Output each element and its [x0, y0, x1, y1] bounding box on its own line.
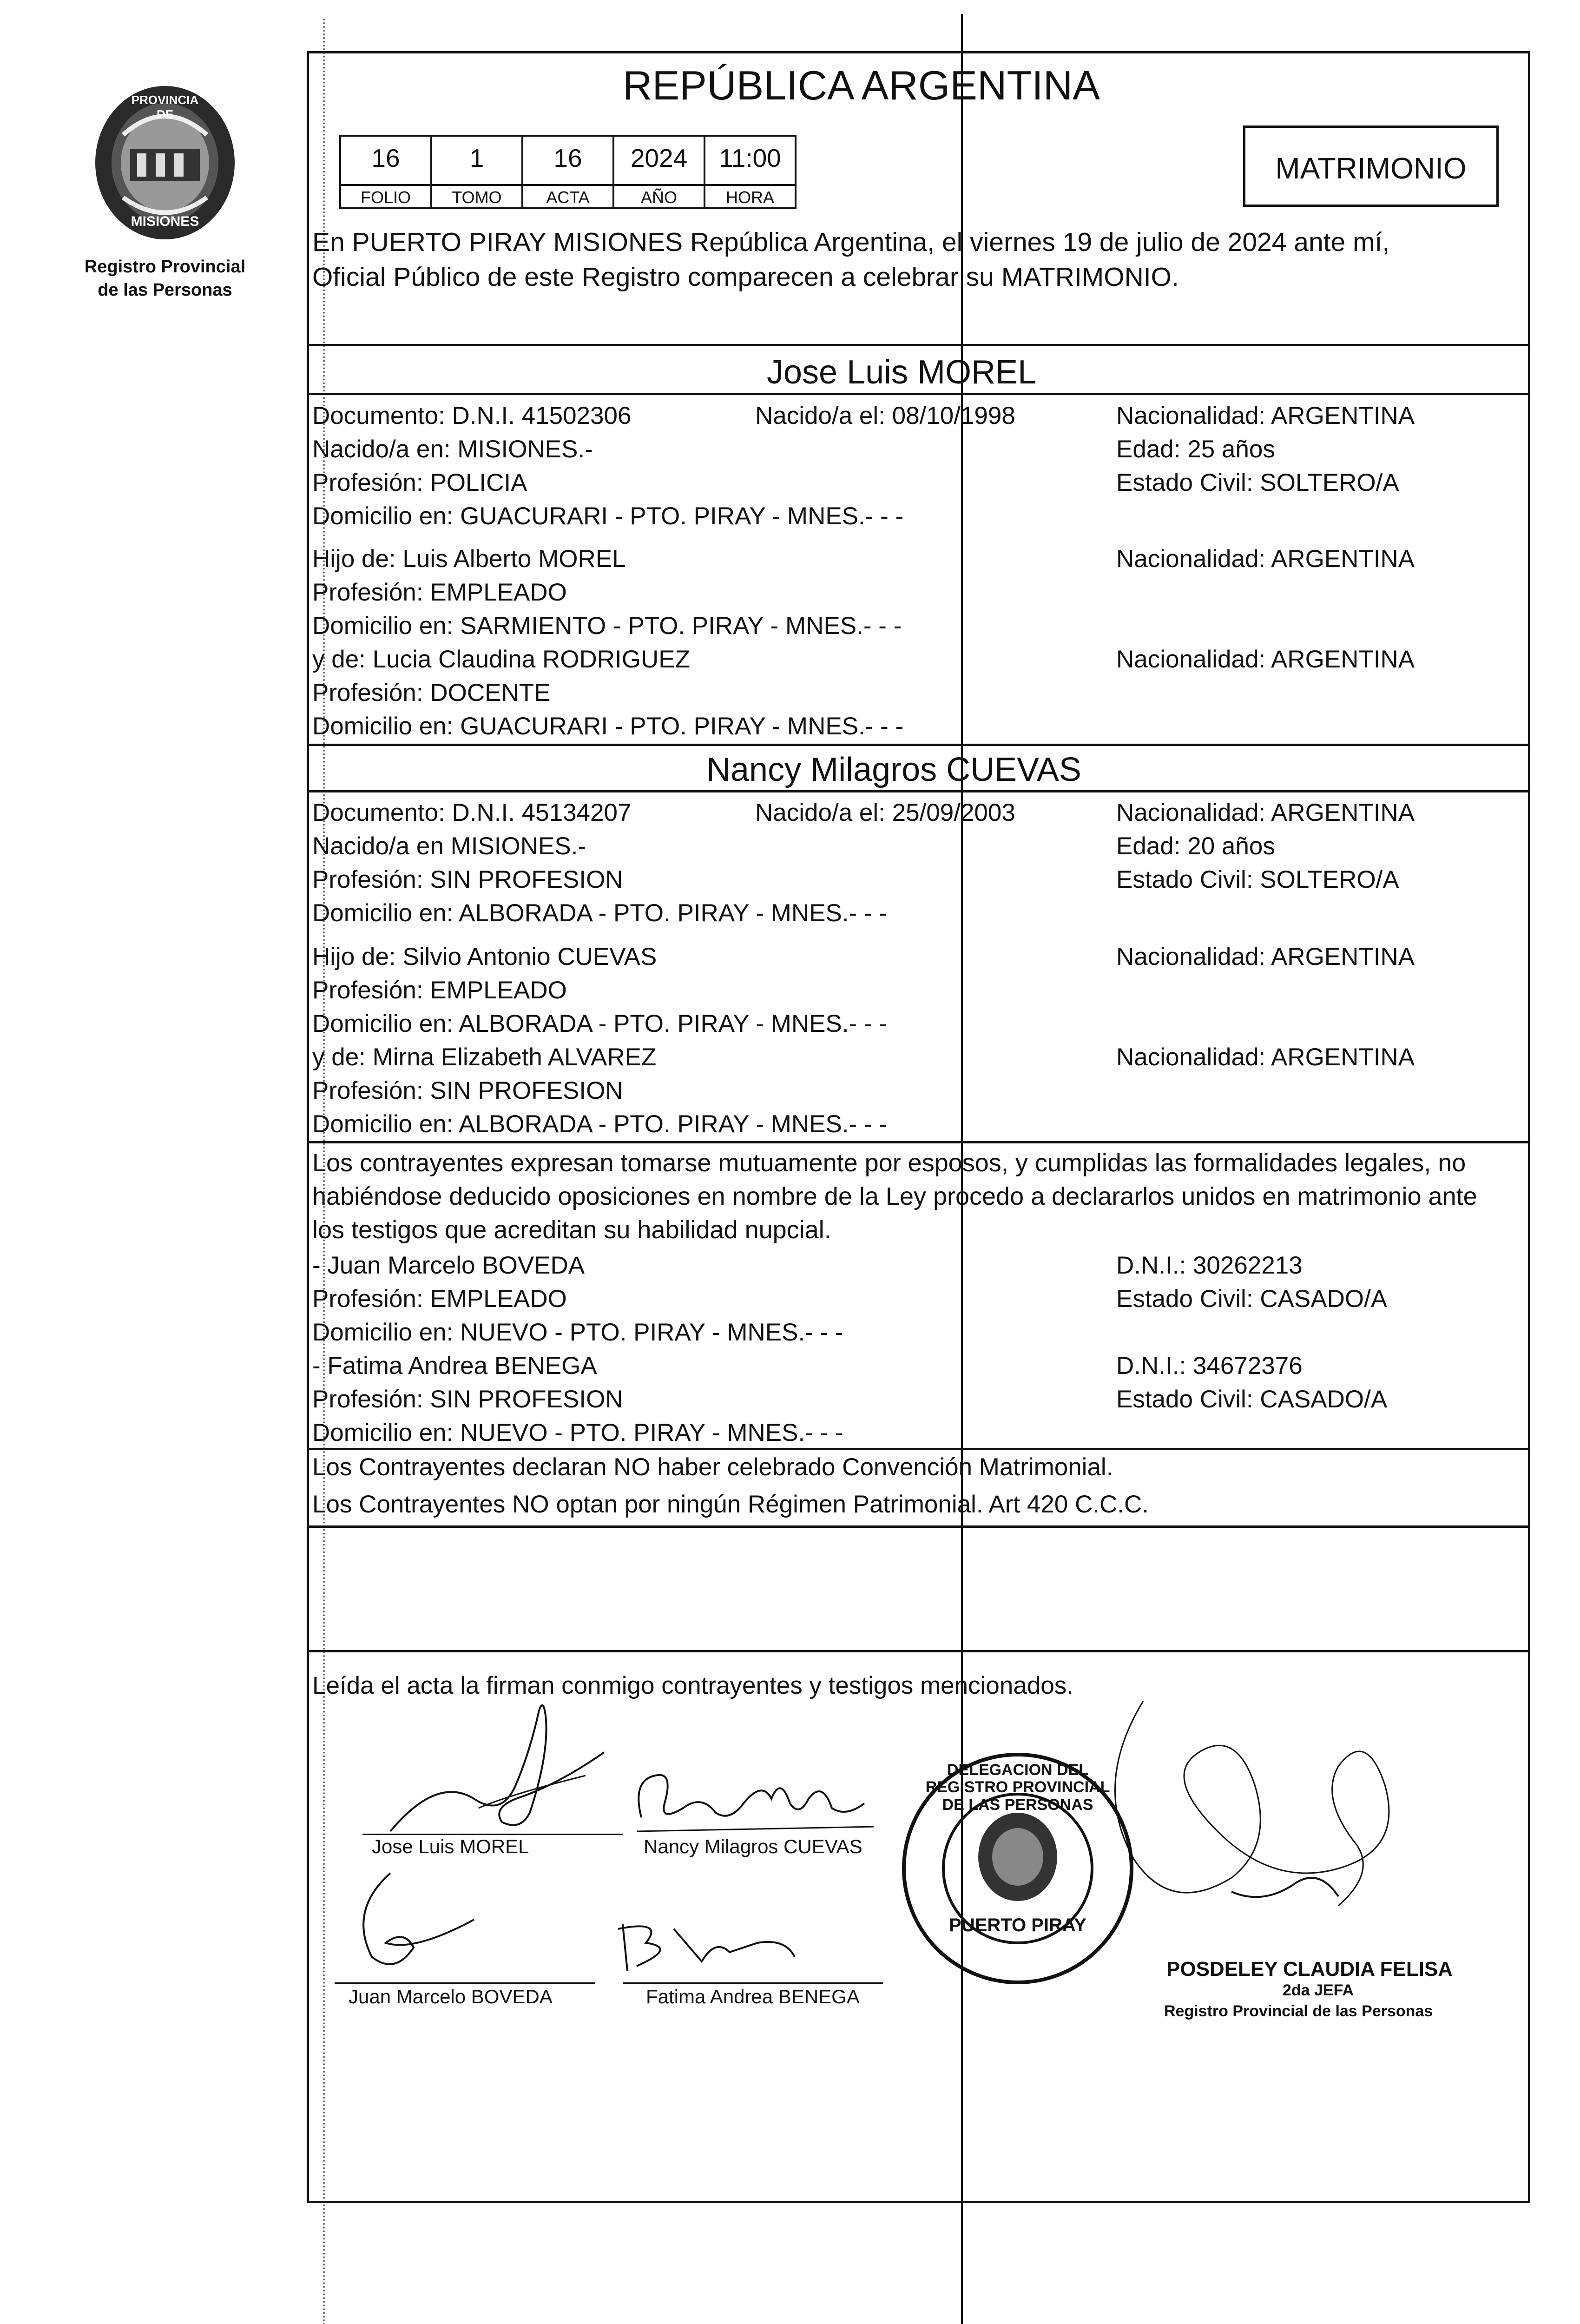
- rule: [307, 1650, 1529, 1652]
- document-title: REPÚBLICA ARGENTINA: [623, 62, 1100, 108]
- witness2-domicilio: Domicilio en: NUEVO - PTO. PIRAY - MNES.- - -: [312, 1419, 843, 1446]
- signatures-intro: Leída el acta la firman conmigo contrayentes y testigos mencionados.: [312, 1672, 1074, 1699]
- spouse1-edad: Edad: 25 años: [1116, 436, 1275, 463]
- hora-box: [704, 135, 797, 186]
- tomo-value: 1: [469, 144, 484, 172]
- tomo-box: [430, 135, 523, 186]
- signature-line: [335, 1982, 595, 1984]
- official-name: POSDELEY CLAUDIA FELISA: [1166, 1958, 1453, 1981]
- rule: [307, 1141, 1529, 1143]
- witness1-estado-civil: Estado Civil: CASADO/A: [1116, 1285, 1388, 1313]
- folio-value: 16: [371, 144, 400, 172]
- intro-line2: Oficial Público de este Registro comparecen a celebrar su MATRIMONIO.: [312, 262, 1179, 292]
- rule: [307, 393, 1529, 395]
- signature-line: [362, 1834, 623, 1835]
- stamp-center-text: PUERTO PIRAY: [949, 1915, 1086, 1935]
- rule: [307, 1525, 1529, 1528]
- witness2-profesion: Profesión: SIN PROFESION: [312, 1386, 623, 1413]
- signature-label-spouse2: Nancy Milagros CUEVAS: [644, 1835, 862, 1857]
- signature-label-witness2: Fatima Andrea BENEGA: [646, 1986, 860, 2007]
- spouse1-father-domicilio: Domicilio en: SARMIENTO - PTO. PIRAY - MNES.- - -: [312, 612, 902, 640]
- anio-value: 2024: [630, 144, 688, 172]
- spouse2-nacionalidad: Nacionalidad: ARGENTINA: [1116, 799, 1415, 826]
- spouse2-nacido-el: Nacido/a el: 25/09/2003: [755, 799, 1015, 826]
- spouse1-domicilio: Domicilio en: GUACURARI - PTO. PIRAY - MNES.- - -: [312, 502, 904, 530]
- signature-nancy-milagros-cuevas: [623, 1762, 883, 1836]
- spouse2-profesion: Profesión: SIN PROFESION: [312, 866, 623, 893]
- signature-label-witness1: Juan Marcelo BOVEDA: [349, 1986, 553, 2007]
- folio-box: [339, 135, 432, 186]
- logo-caption-line2: de las Personas: [98, 280, 232, 300]
- spouse1-estado-civil: Estado Civil: SOLTERO/A: [1116, 469, 1399, 496]
- spouse1-mother-profesion: Profesión: DOCENTE: [312, 679, 551, 706]
- declaration-line1: Los contrayentes expresan tomarse mutuamente por esposos, y cumplidas las formalidades legales, no: [312, 1149, 1466, 1177]
- signature-label-spouse1: Jose Luis MOREL: [372, 1835, 529, 1857]
- spouse2-domicilio: Domicilio en: ALBORADA - PTO. PIRAY - MNES.- - -: [312, 899, 887, 927]
- regime-line1: Los Contrayentes declaran NO haber celebrado Convención Matrimonial.: [312, 1453, 1113, 1481]
- witness2-estado-civil: Estado Civil: CASADO/A: [1116, 1386, 1388, 1413]
- spouse1-father: Hijo de: Luis Alberto MOREL: [312, 545, 626, 573]
- signature-jose-luis-morel: [362, 1692, 623, 1845]
- signature-juan-marcelo-boveda: [321, 1864, 534, 1985]
- official-office: Registro Provincial de las Personas: [1164, 2002, 1433, 2020]
- spouse1-name: Jose Luis MOREL: [767, 354, 1037, 391]
- intro-line1: En PUERTO PIRAY MISIONES República Argentina, el viernes 19 de julio de 2024 ante mí,: [312, 227, 1390, 257]
- witness1-domicilio: Domicilio en: NUEVO - PTO. PIRAY - MNES.- - -: [312, 1319, 843, 1346]
- spouse2-father-nacionalidad: Nacionalidad: ARGENTINA: [1116, 943, 1415, 971]
- spouse2-father: Hijo de: Silvio Antonio CUEVAS: [312, 943, 657, 971]
- stamp-ring-text: DELEGACION DEL REGISTRO PROVINCIAL DE LAS PERSONAS: [925, 1761, 1110, 1814]
- witness1-dni: D.N.I.: 30262213: [1116, 1252, 1303, 1279]
- anio-box: [612, 135, 705, 186]
- tomo-label: TOMO: [430, 184, 523, 209]
- frame-bottom-border: [307, 2201, 1530, 2203]
- spouse2-mother-profesion: Profesión: SIN PROFESION: [312, 1077, 623, 1104]
- spouse1-mother: y de: Lucia Claudina RODRIGUEZ: [312, 646, 690, 673]
- spouse1-mother-nacionalidad: Nacionalidad: ARGENTINA: [1116, 646, 1415, 673]
- frame-left-border: [307, 51, 309, 2203]
- witness2-name: - Fatima Andrea BENEGA: [312, 1352, 597, 1380]
- spouse1-father-nacionalidad: Nacionalidad: ARGENTINA: [1116, 545, 1415, 573]
- spouse2-documento: Documento: D.N.I. 45134207: [312, 799, 632, 826]
- witness2-dni: D.N.I.: 34672376: [1116, 1352, 1303, 1380]
- acta-box: [521, 135, 614, 186]
- signature-line: [623, 1982, 883, 1984]
- logo-caption-line1: Registro Provincial: [84, 257, 246, 277]
- seal-bottom-text: MISIONES: [131, 214, 199, 229]
- folio-label: FOLIO: [339, 184, 432, 209]
- witness1-name: - Juan Marcelo BOVEDA: [312, 1252, 585, 1279]
- spouse2-father-domicilio: Domicilio en: ALBORADA - PTO. PIRAY - MNES.- - -: [312, 1010, 887, 1037]
- acta-value: 16: [553, 144, 582, 172]
- spouse2-estado-civil: Estado Civil: SOLTERO/A: [1116, 866, 1399, 893]
- spouse1-profesion: Profesión: POLICIA: [312, 469, 527, 496]
- hora-label: HORA: [704, 184, 797, 209]
- spouse1-nacionalidad: Nacionalidad: ARGENTINA: [1116, 402, 1415, 429]
- spouse1-nacido-en: Nacido/a en: MISIONES.-: [312, 436, 593, 463]
- acta-label: ACTA: [521, 184, 614, 209]
- spouse2-father-profesion: Profesión: EMPLEADO: [312, 977, 567, 1004]
- spouse2-name: Nancy Milagros CUEVAS: [706, 751, 1081, 788]
- spouse1-nacido-el: Nacido/a el: 08/10/1998: [755, 402, 1015, 429]
- spouse2-edad: Edad: 20 años: [1116, 832, 1275, 860]
- seal-top-text: PROVINCIA DE: [131, 93, 199, 121]
- spouse2-nacido-en: Nacido/a en MISIONES.-: [312, 832, 586, 860]
- regime-line2: Los Contrayentes NO optan por ningún Régimen Patrimonial. Art 420 C.C.C.: [312, 1491, 1149, 1518]
- frame-top-border: [307, 51, 1529, 53]
- frame-right-border: [1528, 51, 1530, 2203]
- signature-fatima-andrea-benega: [609, 1910, 804, 1985]
- rule: [307, 1448, 1529, 1450]
- rule: [307, 344, 1529, 346]
- spouse2-mother: y de: Mirna Elizabeth ALVAREZ: [312, 1043, 657, 1071]
- act-type-box: [1243, 125, 1499, 207]
- province-logo: [86, 79, 244, 246]
- declaration-line3: los testigos que acreditan su habilidad nupcial.: [312, 1216, 831, 1244]
- declaration-line2: habiéndose deducido oposiciones en nombre de la Ley procedo a declararlos unidos en matrimonio ante: [312, 1182, 1477, 1210]
- rule: [307, 744, 1529, 746]
- anio-label: AÑO: [612, 184, 705, 209]
- spouse2-mother-domicilio: Domicilio en: ALBORADA - PTO. PIRAY - MNES.- - -: [312, 1110, 887, 1138]
- spouse1-mother-domicilio: Domicilio en: GUACURARI - PTO. PIRAY - MNES.- - -: [312, 713, 904, 740]
- spouse2-mother-nacionalidad: Nacionalidad: ARGENTINA: [1116, 1043, 1415, 1071]
- official-title: 2da JEFA: [1283, 1981, 1354, 1999]
- act-type-label: MATRIMONIO: [1275, 152, 1467, 185]
- spouse1-documento: Documento: D.N.I. 41502306: [312, 402, 632, 429]
- signature-official: [1078, 1692, 1431, 1980]
- hora-value: 11:00: [719, 144, 781, 172]
- spouse1-father-profesion: Profesión: EMPLEADO: [312, 579, 567, 606]
- rule: [307, 790, 1529, 792]
- witness1-profesion: Profesión: EMPLEADO: [312, 1285, 567, 1313]
